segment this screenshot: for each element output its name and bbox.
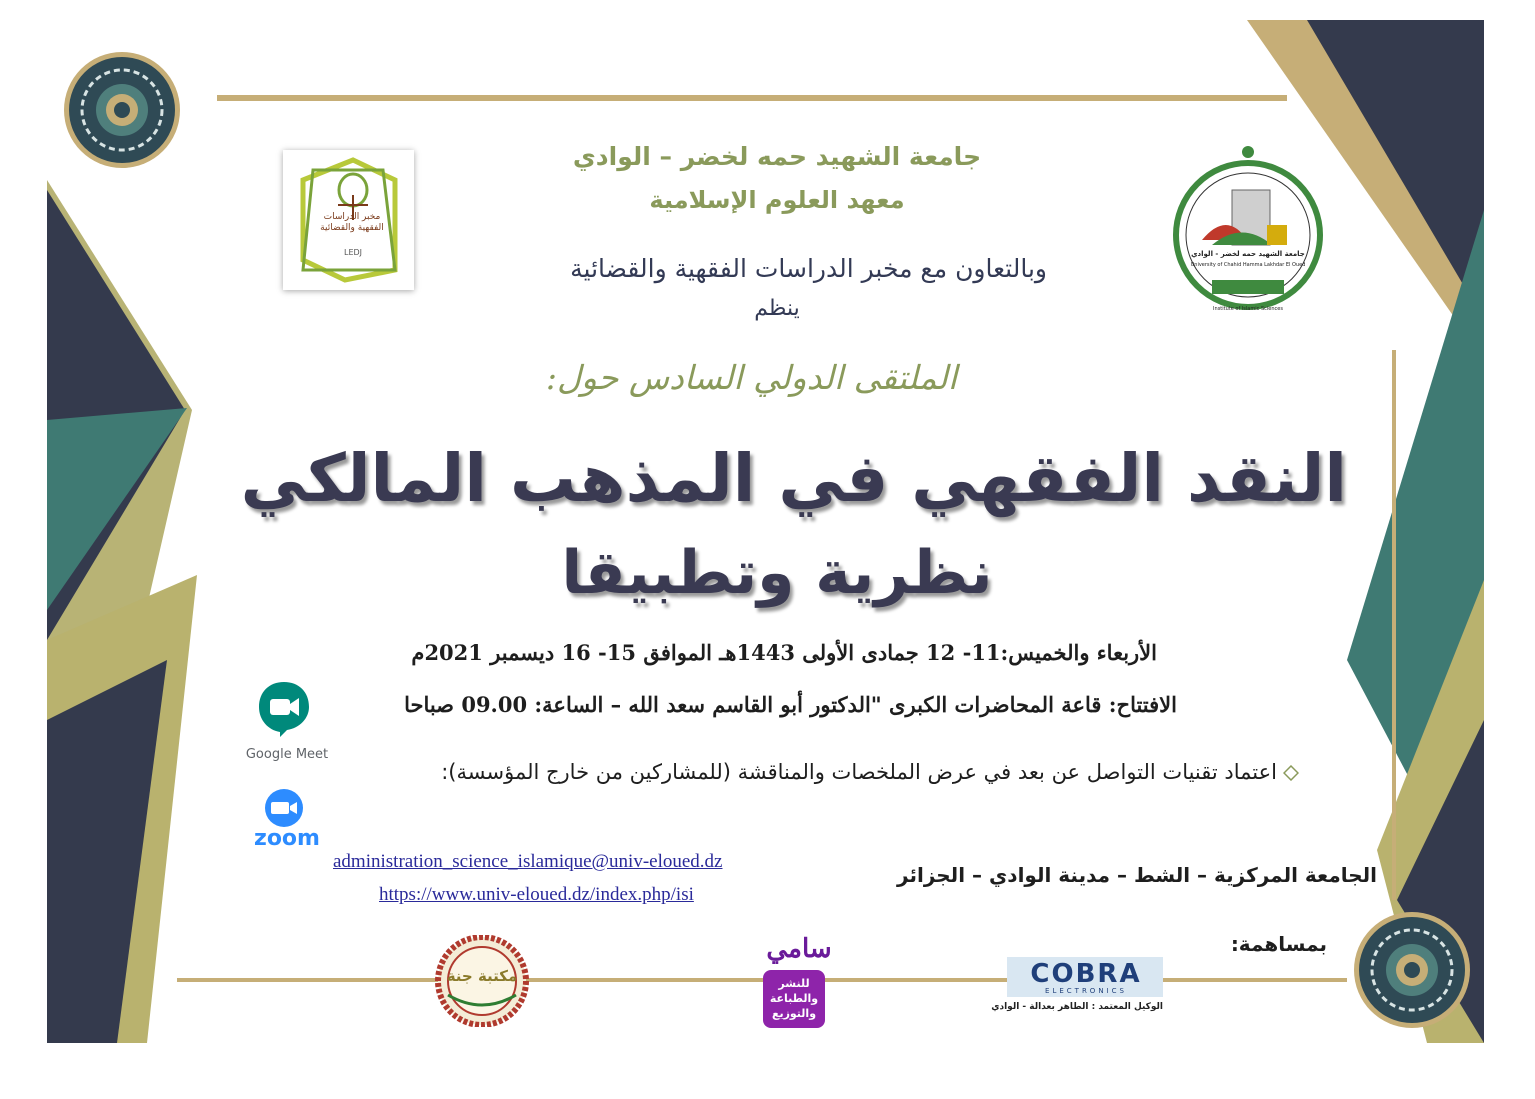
event-subtitle: نظرية وتطبيقا: [561, 538, 993, 608]
zoom-label: zoom: [254, 826, 320, 851]
sponsor-seal-text: مكتبة جنة: [446, 967, 518, 985]
google-meet-label: Google Meet: [245, 747, 329, 762]
sponsor-publisher-logo: [759, 934, 839, 1032]
google-meet-icon: [257, 680, 311, 738]
forum-label: الملتقى الدولي السادس حول:: [545, 358, 957, 397]
sponsor-publisher-name: سامي: [766, 934, 832, 964]
lab-logo-text: مخبر الدراسات الفقهية والقضائية: [320, 212, 384, 233]
event-dates: الأربعاء والخميس:11- 12 جمادى الأولى 1443هـ الموافق 15- 16 ديسمبر 2021م: [411, 640, 1157, 665]
location-text: الجامعة المركزية – الشط – مدينة الوادي – الجزائر: [897, 863, 1377, 887]
remote-participation-note: اعتماد تقنيات التواصل عن بعد في عرض الملخصات والمناقشة (للمشاركين من خارج المؤسسة):: [441, 760, 1277, 784]
lab-logo-abbr: LEDJ: [343, 248, 363, 257]
diamond-bullet-icon: [1283, 765, 1299, 781]
contributors-label: بمساهمة:: [1230, 932, 1327, 956]
university-logo: [1172, 140, 1324, 320]
cooperation-text: وبالتعاون مع مخبر الدراسات الفقهية والقضائية: [570, 254, 1047, 283]
university-logo-arabic: جامعة الشهيد حمه لخضر - الوادي: [1191, 250, 1305, 258]
sponsor-cobra-sub: ELECTRONICS: [1045, 987, 1127, 995]
university-logo-english: University of Chahid Hamma Lakhdar El Oued: [1190, 262, 1306, 268]
sponsor-cobra-logo: [991, 957, 1167, 1019]
sponsor-cobra-caption: الوكيل المعتمد : الطاهر بعدالة - الوادي: [991, 1002, 1163, 1012]
medallion-bottom-right-icon: [1352, 910, 1472, 1030]
university-name: جامعة الشهيد حمه لخضر – الوادي: [572, 142, 982, 171]
website-link[interactable]: https://www.univ-eloued.dz/index.php/isi: [379, 884, 694, 905]
organizes-text: ينظم: [754, 296, 800, 321]
zoom-icon: [261, 788, 307, 828]
contact-email-link[interactable]: administration_science_islamique@univ-eloued.dz: [333, 851, 723, 872]
sponsor-cobra-name: COBRA: [1030, 959, 1142, 989]
sponsor-publisher-text: للنشر والطباعة والتوزيع: [769, 977, 819, 1020]
university-logo-sub: Institute of Islamic Sciences: [1213, 306, 1283, 312]
institute-name: معهد العلوم الإسلامية: [649, 186, 905, 214]
poster: [47, 20, 1484, 1043]
medallion-top-left-icon: [62, 50, 182, 170]
event-title: النقد الفقهي في المذهب المالكي: [240, 440, 1347, 517]
sponsor-seal-logo: [428, 935, 536, 1027]
opening-info: الافتتاح: قاعة المحاضرات الكبرى "الدكتور أبو القاسم سعد الله – الساعة: 09.00 صباحا: [404, 692, 1177, 717]
